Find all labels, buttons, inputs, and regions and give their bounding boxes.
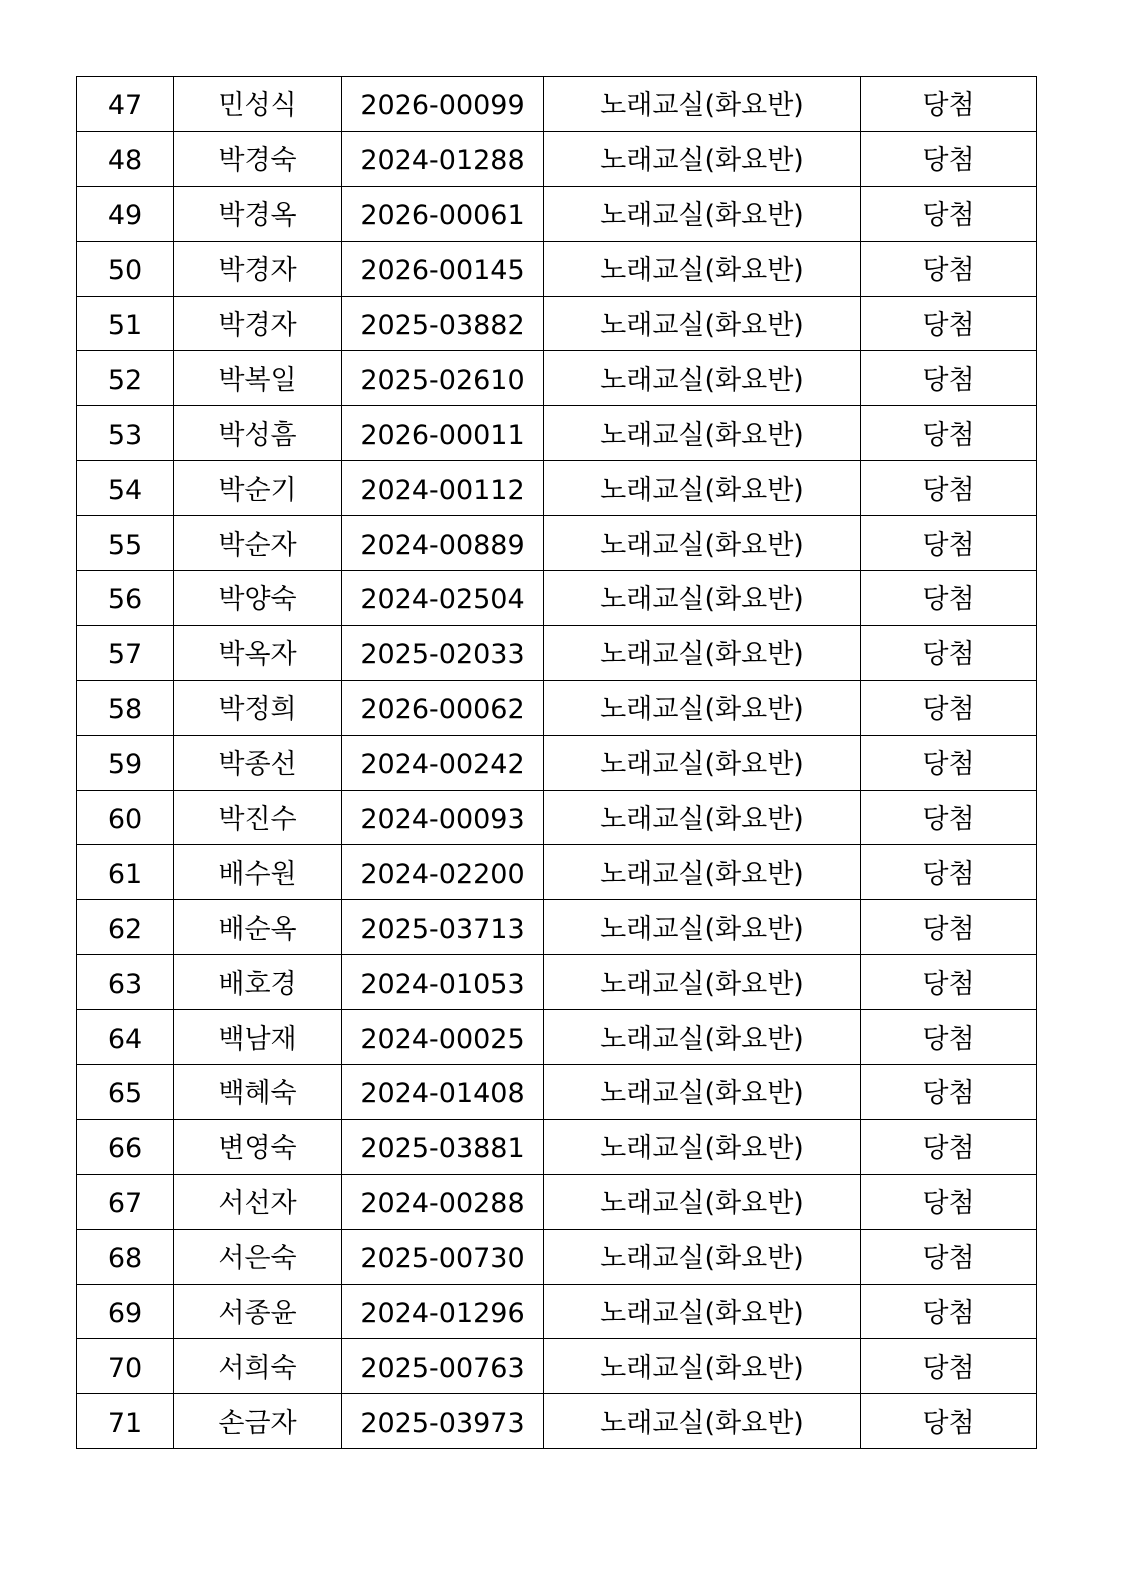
row-number-cell: 57: [77, 625, 174, 680]
program-class-cell: 노래교실(화요반): [544, 845, 861, 900]
applicant-name-cell: 배호경: [174, 955, 342, 1010]
table-row: [77, 735, 1037, 790]
applicant-name-cell: 박경자: [174, 296, 342, 351]
applicant-name-cell: 배수원: [174, 845, 342, 900]
table-row: [77, 1119, 1037, 1174]
applicant-name-cell: 손금자: [174, 1394, 342, 1449]
row-number-cell: 64: [77, 1010, 174, 1065]
member-id-cell: 2026-00145: [342, 241, 544, 296]
program-class-cell: 노래교실(화요반): [544, 186, 861, 241]
row-number-cell: 71: [77, 1394, 174, 1449]
row-number-cell: 68: [77, 1229, 174, 1284]
program-class-cell: 노래교실(화요반): [544, 1174, 861, 1229]
program-class-cell: 노래교실(화요반): [544, 241, 861, 296]
program-class-cell: 노래교실(화요반): [544, 571, 861, 626]
table-row: [77, 1065, 1037, 1120]
lottery-result-cell: 당첨: [861, 955, 1037, 1010]
applicant-name-cell: 박정희: [174, 680, 342, 735]
table-row: [77, 790, 1037, 845]
member-id-cell: 2025-03882: [342, 296, 544, 351]
lottery-results-table: [76, 76, 1037, 1449]
table-row: [77, 131, 1037, 186]
table-row: [77, 1010, 1037, 1065]
row-number-cell: 55: [77, 516, 174, 571]
member-id-cell: 2025-03973: [342, 1394, 544, 1449]
program-class-cell: 노래교실(화요반): [544, 735, 861, 790]
table-row: [77, 186, 1037, 241]
table-row: [77, 516, 1037, 571]
lottery-result-cell: 당첨: [861, 571, 1037, 626]
table-row: [77, 625, 1037, 680]
lottery-result-cell: 당첨: [861, 625, 1037, 680]
lottery-result-cell: 당첨: [861, 186, 1037, 241]
applicant-name-cell: 민성식: [174, 77, 342, 132]
program-class-cell: 노래교실(화요반): [544, 296, 861, 351]
row-number-cell: 47: [77, 77, 174, 132]
program-class-cell: 노래교실(화요반): [544, 900, 861, 955]
row-number-cell: 59: [77, 735, 174, 790]
lottery-result-cell: 당첨: [861, 1284, 1037, 1339]
lottery-result-cell: 당첨: [861, 1229, 1037, 1284]
table-row: [77, 77, 1037, 132]
member-id-cell: 2024-01288: [342, 131, 544, 186]
applicant-name-cell: 서희숙: [174, 1339, 342, 1394]
applicant-name-cell: 박진수: [174, 790, 342, 845]
program-class-cell: 노래교실(화요반): [544, 790, 861, 845]
member-id-cell: 2025-02610: [342, 351, 544, 406]
lottery-result-cell: 당첨: [861, 296, 1037, 351]
table-row: [77, 1284, 1037, 1339]
row-number-cell: 61: [77, 845, 174, 900]
applicant-name-cell: 서은숙: [174, 1229, 342, 1284]
row-number-cell: 48: [77, 131, 174, 186]
row-number-cell: 49: [77, 186, 174, 241]
member-id-cell: 2024-00093: [342, 790, 544, 845]
member-id-cell: 2024-01408: [342, 1065, 544, 1120]
applicant-name-cell: 백남재: [174, 1010, 342, 1065]
program-class-cell: 노래교실(화요반): [544, 131, 861, 186]
applicant-name-cell: 박경숙: [174, 131, 342, 186]
applicant-name-cell: 박복일: [174, 351, 342, 406]
applicant-name-cell: 박종선: [174, 735, 342, 790]
row-number-cell: 65: [77, 1065, 174, 1120]
table-row: [77, 1339, 1037, 1394]
applicant-name-cell: 박순자: [174, 516, 342, 571]
table-row: [77, 955, 1037, 1010]
row-number-cell: 60: [77, 790, 174, 845]
member-id-cell: 2024-02504: [342, 571, 544, 626]
program-class-cell: 노래교실(화요반): [544, 406, 861, 461]
table-row: [77, 351, 1037, 406]
row-number-cell: 58: [77, 680, 174, 735]
member-id-cell: 2024-00889: [342, 516, 544, 571]
row-number-cell: 69: [77, 1284, 174, 1339]
applicant-name-cell: 박경옥: [174, 186, 342, 241]
member-id-cell: 2024-00242: [342, 735, 544, 790]
lottery-result-cell: 당첨: [861, 516, 1037, 571]
applicant-name-cell: 박양숙: [174, 571, 342, 626]
applicant-name-cell: 박순기: [174, 461, 342, 516]
applicant-name-cell: 백혜숙: [174, 1065, 342, 1120]
member-id-cell: 2024-01053: [342, 955, 544, 1010]
row-number-cell: 70: [77, 1339, 174, 1394]
program-class-cell: 노래교실(화요반): [544, 1339, 861, 1394]
program-class-cell: 노래교실(화요반): [544, 1229, 861, 1284]
lottery-result-cell: 당첨: [861, 735, 1037, 790]
program-class-cell: 노래교실(화요반): [544, 1284, 861, 1339]
applicant-name-cell: 박옥자: [174, 625, 342, 680]
lottery-result-cell: 당첨: [861, 845, 1037, 900]
applicant-name-cell: 배순옥: [174, 900, 342, 955]
program-class-cell: 노래교실(화요반): [544, 1065, 861, 1120]
lottery-result-cell: 당첨: [861, 406, 1037, 461]
applicant-name-cell: 서종윤: [174, 1284, 342, 1339]
member-id-cell: 2026-00099: [342, 77, 544, 132]
row-number-cell: 50: [77, 241, 174, 296]
lottery-result-cell: 당첨: [861, 1010, 1037, 1065]
table-row: [77, 1229, 1037, 1284]
applicant-name-cell: 변영숙: [174, 1119, 342, 1174]
member-id-cell: 2026-00062: [342, 680, 544, 735]
table-body: [77, 77, 1037, 1449]
row-number-cell: 66: [77, 1119, 174, 1174]
member-id-cell: 2025-00730: [342, 1229, 544, 1284]
lottery-result-cell: 당첨: [861, 900, 1037, 955]
applicant-name-cell: 서선자: [174, 1174, 342, 1229]
lottery-result-cell: 당첨: [861, 1394, 1037, 1449]
program-class-cell: 노래교실(화요반): [544, 1010, 861, 1065]
lottery-result-cell: 당첨: [861, 1339, 1037, 1394]
row-number-cell: 52: [77, 351, 174, 406]
table-row: [77, 406, 1037, 461]
table-row: [77, 1174, 1037, 1229]
member-id-cell: 2024-00288: [342, 1174, 544, 1229]
row-number-cell: 51: [77, 296, 174, 351]
table-row: [77, 845, 1037, 900]
table-row: [77, 680, 1037, 735]
member-id-cell: 2025-02033: [342, 625, 544, 680]
member-id-cell: 2024-00112: [342, 461, 544, 516]
lottery-result-cell: 당첨: [861, 1119, 1037, 1174]
lottery-result-cell: 당첨: [861, 351, 1037, 406]
table-row: [77, 461, 1037, 516]
lottery-result-cell: 당첨: [861, 241, 1037, 296]
lottery-result-cell: 당첨: [861, 461, 1037, 516]
table-row: [77, 571, 1037, 626]
table-row: [77, 241, 1037, 296]
program-class-cell: 노래교실(화요반): [544, 1394, 861, 1449]
member-id-cell: 2024-02200: [342, 845, 544, 900]
program-class-cell: 노래교실(화요반): [544, 516, 861, 571]
row-number-cell: 62: [77, 900, 174, 955]
member-id-cell: 2026-00061: [342, 186, 544, 241]
program-class-cell: 노래교실(화요반): [544, 77, 861, 132]
row-number-cell: 54: [77, 461, 174, 516]
lottery-result-cell: 당첨: [861, 131, 1037, 186]
program-class-cell: 노래교실(화요반): [544, 625, 861, 680]
program-class-cell: 노래교실(화요반): [544, 955, 861, 1010]
member-id-cell: 2025-00763: [342, 1339, 544, 1394]
lottery-result-cell: 당첨: [861, 1065, 1037, 1120]
table-row: [77, 900, 1037, 955]
lottery-result-cell: 당첨: [861, 77, 1037, 132]
row-number-cell: 53: [77, 406, 174, 461]
member-id-cell: 2024-00025: [342, 1010, 544, 1065]
member-id-cell: 2025-03881: [342, 1119, 544, 1174]
row-number-cell: 56: [77, 571, 174, 626]
lottery-result-cell: 당첨: [861, 790, 1037, 845]
table-row: [77, 1394, 1037, 1449]
table-row: [77, 296, 1037, 351]
applicant-name-cell: 박성흠: [174, 406, 342, 461]
row-number-cell: 63: [77, 955, 174, 1010]
row-number-cell: 67: [77, 1174, 174, 1229]
lottery-result-cell: 당첨: [861, 680, 1037, 735]
member-id-cell: 2025-03713: [342, 900, 544, 955]
member-id-cell: 2024-01296: [342, 1284, 544, 1339]
lottery-result-cell: 당첨: [861, 1174, 1037, 1229]
program-class-cell: 노래교실(화요반): [544, 461, 861, 516]
applicant-name-cell: 박경자: [174, 241, 342, 296]
program-class-cell: 노래교실(화요반): [544, 351, 861, 406]
program-class-cell: 노래교실(화요반): [544, 680, 861, 735]
program-class-cell: 노래교실(화요반): [544, 1119, 861, 1174]
member-id-cell: 2026-00011: [342, 406, 544, 461]
